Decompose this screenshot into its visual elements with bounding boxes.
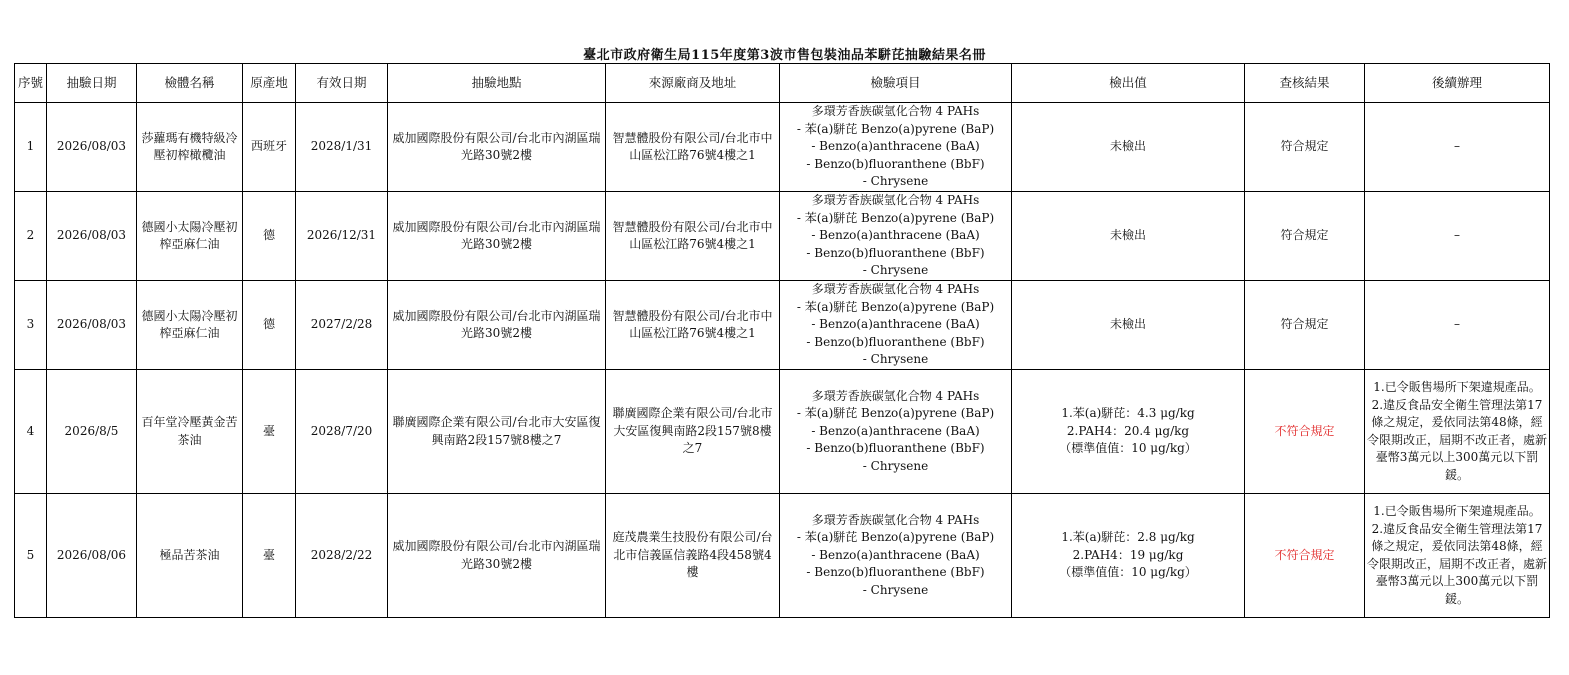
- test-item-line: - Benzo(a)anthracene (BaA): [811, 317, 980, 332]
- test-item-line: - 苯(a)駢芘 Benzo(a)pyrene (BaP): [796, 406, 995, 421]
- followup-line: 1.已令販售場所下架違規產品。: [1373, 380, 1541, 394]
- test-item-line: - Chrysene: [862, 352, 929, 367]
- inspection-results-table: [14, 63, 1550, 618]
- cell-result: 不符合規定: [1245, 494, 1365, 618]
- header-sample-name: 檢體名稱: [137, 64, 243, 103]
- table-row: [15, 370, 1550, 494]
- test-item-line: - Benzo(b)fluoranthene (BbF): [806, 565, 985, 580]
- cell-sample-name: 德國小太陽冷壓初榨亞麻仁油: [137, 192, 243, 281]
- cell-sample-name: 極品苦茶油: [137, 494, 243, 618]
- followup-line: 1.已令販售場所下架違規產品。: [1373, 504, 1541, 518]
- cell-followup: [1365, 370, 1550, 494]
- cell-result: 符合規定: [1245, 192, 1365, 281]
- cell-sample-name: 百年堂冷壓黃金苦茶油: [137, 370, 243, 494]
- header-detected: 檢出值: [1012, 64, 1245, 103]
- cell-origin: 臺: [243, 494, 296, 618]
- cell-origin: 臺: [243, 370, 296, 494]
- cell-followup: –: [1365, 192, 1550, 281]
- header-row: [15, 64, 1550, 103]
- cell-sample-date: 2026/08/03: [47, 192, 137, 281]
- cell-location: 威加國際股份有限公司/台北市內湖區瑞光路30號2樓: [388, 192, 606, 281]
- detected-line: 未檢出: [1109, 317, 1146, 332]
- header-seq: 序號: [15, 64, 47, 103]
- test-item-line: - Benzo(b)fluoranthene (BbF): [806, 245, 985, 260]
- test-item-line: - Benzo(a)anthracene (BaA): [811, 139, 980, 154]
- cell-followup: [1365, 494, 1550, 618]
- cell-detected: [1012, 103, 1245, 192]
- cell-supplier: 智慧體股份有限公司/台北市中山區松江路76號4樓之1: [606, 103, 780, 192]
- cell-location: 威加國際股份有限公司/台北市內湖區瑞光路30號2樓: [388, 103, 606, 192]
- cell-expiry: 2028/7/20: [296, 370, 388, 494]
- cell-sample-date: 2026/08/03: [47, 103, 137, 192]
- header-origin: 原產地: [243, 64, 296, 103]
- test-item-line: - Chrysene: [862, 174, 929, 189]
- test-item-line: - Benzo(b)fluoranthene (BbF): [806, 441, 985, 456]
- detected-line: 1.苯(a)駢芘：4.3 μg/kg: [1061, 406, 1195, 421]
- cell-test-items: [780, 281, 1012, 370]
- test-item-line: - 苯(a)駢芘 Benzo(a)pyrene (BaP): [796, 210, 995, 225]
- cell-result: 符合規定: [1245, 281, 1365, 370]
- cell-detected: [1012, 494, 1245, 618]
- cell-seq: 1: [15, 103, 47, 192]
- cell-seq: 2: [15, 192, 47, 281]
- cell-origin: 德: [243, 281, 296, 370]
- test-item-line: - Benzo(a)anthracene (BaA): [811, 547, 980, 562]
- detected-line: 2.PAH4：20.4 μg/kg: [1066, 423, 1190, 438]
- cell-origin: 西班牙: [243, 103, 296, 192]
- table-row: [15, 494, 1550, 618]
- detected-line: 2.PAH4：19 μg/kg: [1072, 547, 1184, 562]
- cell-seq: 3: [15, 281, 47, 370]
- cell-test-items: [780, 192, 1012, 281]
- detected-line: 1.苯(a)駢芘：2.8 μg/kg: [1061, 530, 1195, 545]
- cell-result: 不符合規定: [1245, 370, 1365, 494]
- cell-followup: –: [1365, 103, 1550, 192]
- cell-followup: –: [1365, 281, 1550, 370]
- header-test-items: 檢驗項目: [780, 64, 1012, 103]
- cell-sample-date: 2026/08/06: [47, 494, 137, 618]
- cell-detected: [1012, 192, 1245, 281]
- cell-supplier: 聯廣國際企業有限公司/台北市大安區復興南路2段157號8樓之7: [606, 370, 780, 494]
- test-item-line: - 苯(a)駢芘 Benzo(a)pyrene (BaP): [796, 299, 995, 314]
- header-expiry: 有效日期: [296, 64, 388, 103]
- header-followup: 後續辦理: [1365, 64, 1550, 103]
- detected-line: （標準值值：10 μg/kg）: [1059, 565, 1197, 580]
- cell-result: 符合規定: [1245, 103, 1365, 192]
- header-result: 查核結果: [1245, 64, 1365, 103]
- followup-line: 2.違反食品安全衛生管理法第17條之規定，爰依同法第48條，經令限期改正，屆期不改正者，處新臺幣3萬元以上300萬元以下罰鍰。: [1367, 521, 1548, 606]
- page-title: 臺北市政府衛生局115年度第3波市售包裝油品苯駢芘抽驗結果名冊: [583, 48, 986, 63]
- cell-supplier: 智慧體股份有限公司/台北市中山區松江路76號4樓之1: [606, 192, 780, 281]
- test-item-line: - Benzo(a)anthracene (BaA): [811, 423, 980, 438]
- cell-expiry: 2028/1/31: [296, 103, 388, 192]
- cell-seq: 5: [15, 494, 47, 618]
- table-row: [15, 103, 1550, 192]
- cell-sample-date: 2026/08/03: [47, 281, 137, 370]
- test-item-line: - 苯(a)駢芘 Benzo(a)pyrene (BaP): [796, 530, 995, 545]
- table-row: [15, 281, 1550, 370]
- test-item-line: 多環芳香族碳氫化合物 4 PAHs: [811, 104, 980, 119]
- cell-seq: 4: [15, 370, 47, 494]
- cell-test-items: [780, 494, 1012, 618]
- cell-location: 威加國際股份有限公司/台北市內湖區瑞光路30號2樓: [388, 494, 606, 618]
- test-item-line: 多環芳香族碳氫化合物 4 PAHs: [811, 512, 980, 527]
- detected-line: 未檢出: [1109, 139, 1146, 154]
- test-item-line: 多環芳香族碳氫化合物 4 PAHs: [811, 282, 980, 297]
- cell-test-items: [780, 103, 1012, 192]
- followup-line: 2.違反食品安全衛生管理法第17條之規定，爰依同法第48條，經令限期改正，屆期不改正者，處新臺幣3萬元以上300萬元以下罰鍰。: [1367, 397, 1548, 482]
- cell-expiry: 2026/12/31: [296, 192, 388, 281]
- header-location: 抽驗地點: [388, 64, 606, 103]
- test-item-line: 多環芳香族碳氫化合物 4 PAHs: [811, 388, 980, 403]
- test-item-line: - 苯(a)駢芘 Benzo(a)pyrene (BaP): [796, 121, 995, 136]
- cell-location: 威加國際股份有限公司/台北市內湖區瑞光路30號2樓: [388, 281, 606, 370]
- test-item-line: - Chrysene: [862, 582, 929, 597]
- test-item-line: - Benzo(b)fluoranthene (BbF): [806, 334, 985, 349]
- cell-sample-name: 莎蘿瑪有機特級冷壓初榨橄欖油: [137, 103, 243, 192]
- cell-expiry: 2027/2/28: [296, 281, 388, 370]
- cell-origin: 德: [243, 192, 296, 281]
- cell-detected: [1012, 281, 1245, 370]
- table-row: [15, 192, 1550, 281]
- test-item-line: - Benzo(a)anthracene (BaA): [811, 228, 980, 243]
- cell-sample-date: 2026/8/5: [47, 370, 137, 494]
- detected-line: 未檢出: [1109, 228, 1146, 243]
- cell-supplier: 智慧體股份有限公司/台北市中山區松江路76號4樓之1: [606, 281, 780, 370]
- cell-test-items: [780, 370, 1012, 494]
- cell-detected: [1012, 370, 1245, 494]
- test-item-line: 多環芳香族碳氫化合物 4 PAHs: [811, 193, 980, 208]
- header-sample-date: 抽驗日期: [47, 64, 137, 103]
- cell-expiry: 2028/2/22: [296, 494, 388, 618]
- test-item-line: - Benzo(b)fluoranthene (BbF): [806, 156, 985, 171]
- test-item-line: - Chrysene: [862, 458, 929, 473]
- cell-location: 聯廣國際企業有限公司/台北市大安區復興南路2段157號8樓之7: [388, 370, 606, 494]
- cell-supplier: 庭茂農業生技股份有限公司/台北市信義區信義路4段458號4樓: [606, 494, 780, 618]
- cell-sample-name: 德國小太陽冷壓初榨亞麻仁油: [137, 281, 243, 370]
- detected-line: （標準值值：10 μg/kg）: [1059, 441, 1197, 456]
- header-supplier: 來源廠商及地址: [606, 64, 780, 103]
- test-item-line: - Chrysene: [862, 263, 929, 278]
